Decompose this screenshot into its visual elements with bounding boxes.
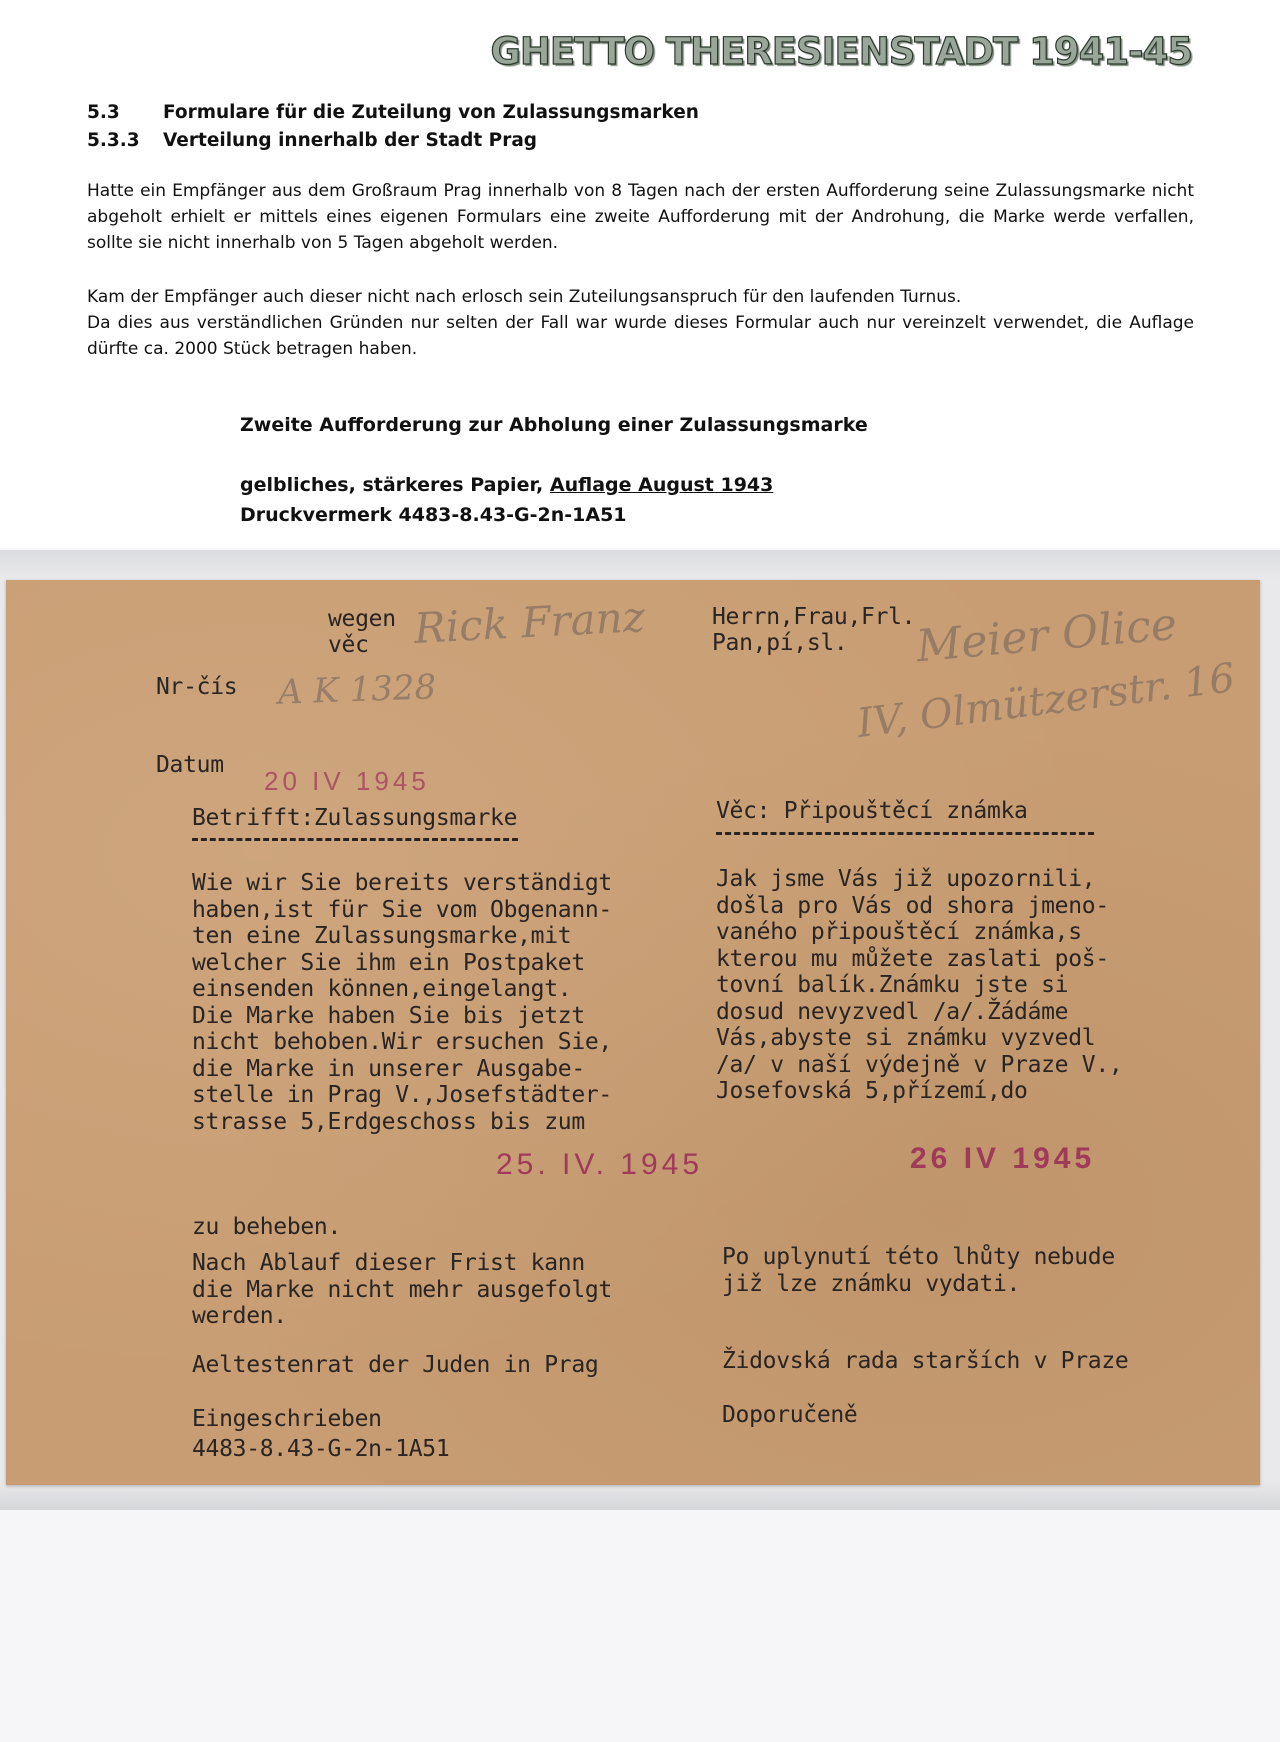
subject-de: Betrifft:Zulassungsmarke bbox=[192, 805, 518, 831]
salutation-cz: Pan,pí,sl. bbox=[712, 630, 848, 656]
edition-note: Auflage August 1943 bbox=[549, 474, 774, 496]
registered-cz: Doporučeně bbox=[722, 1402, 858, 1428]
handwritten-recipient-address: IV, Olmützerstr. 16 bbox=[854, 655, 1238, 747]
beheben-text: zu beheben. bbox=[192, 1214, 342, 1240]
subject-cz: Věc: Připouštěcí známka bbox=[716, 798, 1028, 824]
body-text-de: Wie wir Sie bereits verständigt haben,ist für Sie vom Obgenann- ten eine Zulassungsmarke,mit welcher Sie ihm ein Postpaket einsenden können,eingelangt. Die Marke haben Sie bis jetzt nicht behoben.Wir ersuchen Sie, die Marke in unserer Ausgabe- stelle in Prag V.,Josefstädter- strasse 5,Erdgeschoss bis zum bbox=[192, 870, 612, 1135]
deadline-note-de: Nach Ablauf dieser Frist kann die Marke nicht mehr ausgefolgt werden. bbox=[192, 1250, 612, 1329]
print-code: 4483-8.43-G-2n-1A51 bbox=[192, 1436, 450, 1462]
intro-paragraph-2 bbox=[87, 284, 1194, 362]
label-nr: Nr-čís bbox=[156, 674, 238, 700]
subject-de-underline bbox=[192, 838, 518, 841]
paper-description: gelbliches, stärkeres Papier, bbox=[240, 474, 544, 496]
date-stamp: 20 IV 1945 bbox=[264, 766, 430, 796]
registered-de: Eingeschrieben bbox=[192, 1406, 382, 1432]
handwritten-number: A K 1328 bbox=[277, 667, 437, 713]
intro-text: Da dies aus verständlichen Gründen nur selten der Fall war wurde dieses Formular auch nur vereinzelt verwendet, die Auflage dürfte ca. 2000 Stück betragen haben. bbox=[87, 313, 1194, 359]
label-datum: Datum bbox=[156, 752, 224, 778]
caption-title: Zweite Aufforderung zur Abholung einer Zulassungsmarke bbox=[240, 414, 868, 436]
section-heading-5-3-3 bbox=[87, 130, 537, 151]
salutation-de: Herrn,Frau,Frl. bbox=[712, 604, 916, 630]
intro-paragraph-1 bbox=[87, 178, 1194, 256]
deadline-stamp-de: 25. IV. 1945 bbox=[496, 1148, 704, 1181]
section-title: Formulare für die Zuteilung von Zulassungsmarken bbox=[163, 102, 699, 123]
caption-paper bbox=[240, 474, 773, 496]
section-heading-5-3 bbox=[87, 102, 699, 123]
handwritten-recipient-name: Meier Olice bbox=[914, 598, 1179, 673]
section-number: 5.3 bbox=[87, 102, 120, 123]
sender-de: Aeltestenrat der Juden in Prag bbox=[192, 1352, 599, 1378]
page-banner: GHETTO THERESIENSTADT 1941-45 bbox=[490, 30, 1192, 73]
section-number: 5.3.3 bbox=[87, 130, 140, 151]
body-text-cz: Jak jsme Vás již upozornili, došla pro Vás od shora jmeno- vaného připouštěcí známka,s kterou mu můžete zaslati poš- tovní balík.Známku jste si dosud nevyzvedl /a/.Žádáme Vás,abyste si známku vyzvedl /a/ v naší výdejně v Praze V., Josefovská 5,přízemí,do bbox=[716, 866, 1123, 1104]
label-wegen: wegen bbox=[328, 606, 396, 632]
handwritten-sender-name: Rick Franz bbox=[412, 591, 646, 654]
label-vec: věc bbox=[328, 632, 369, 658]
deadline-stamp-cz: 26 IV 1945 bbox=[910, 1142, 1096, 1175]
subject-cz-underline bbox=[716, 832, 1094, 835]
caption-print-mark: Druckvermerk 4483-8.43-G-2n-1A51 bbox=[240, 504, 627, 526]
deadline-note-cz: Po uplynutí této lhůty nebude již lze známku vydati. bbox=[722, 1244, 1115, 1297]
section-title: Verteilung innerhalb der Stadt Prag bbox=[163, 130, 538, 151]
form-card bbox=[6, 580, 1260, 1485]
album-page-header bbox=[0, 0, 1280, 548]
intro-text: Hatte ein Empfänger aus dem Großraum Prag innerhalb von 8 Tagen nach der ersten Aufforderung seine Zulassungsmarke nicht abgeholt erhielt er mittels eines eigenen Formulars eine zweite Aufforderung mit der Androhung, die Marke werde verfallen, sollte sie nicht innerhalb von 5 Tagen abgeholt werden. bbox=[87, 181, 1194, 253]
sender-cz: Židovská rada starších v Praze bbox=[722, 1348, 1129, 1374]
intro-text: Kam der Empfänger auch dieser nicht nach erlosch sein Zuteilungsanspruch für den laufenden Turnus. bbox=[87, 287, 962, 307]
